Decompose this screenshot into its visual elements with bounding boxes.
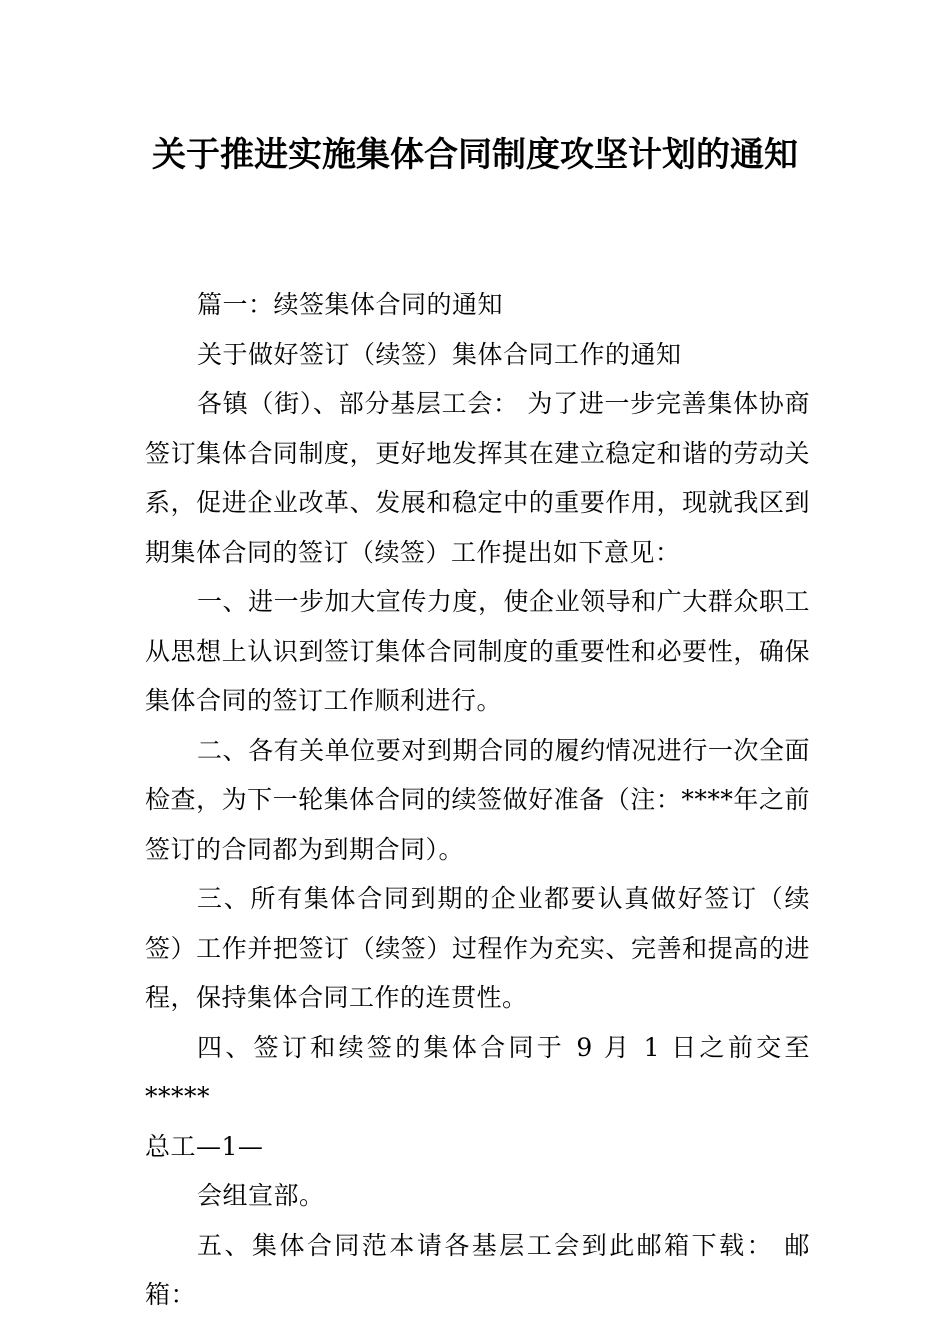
paragraph-heading: 篇一：续签集体合同的通知 <box>197 290 504 319</box>
document-title: 关于推进实施集体合同制度攻坚计划的通知 <box>152 135 798 175</box>
paragraph-item-2: 二、各有关单位要对到期合同的履约情况进行一次全面检查，为下一轮集体合同的续签做好准备（注：****年之前签订的合同都为到期合同）。 <box>145 735 810 864</box>
page-footer-fragment: 总工—1— <box>145 1131 264 1161</box>
paragraph-intro: 各镇（街）、部分基层工会： 为了进一步完善集体协商签订集体合同制度，更好地发挥其在建立稳定和谐的劳动关系，促进企业改革、发展和稳定中的重要作用，现就我区到期集体合同的签订（续签）工作提出如下意见： <box>145 389 810 567</box>
paragraph-item-1: 一、进一步加大宣传力度，使企业领导和广大群众职工从思想上认识到签订集体合同制度的重要性和必要性，确保集体合同的签订工作顺利进行。 <box>145 587 810 715</box>
document-body <box>145 280 810 1320</box>
paragraph-subtitle: 关于做好签订（续签）集体合同工作的通知 <box>197 339 682 369</box>
paragraph-item-4-continued: 会组宣部。 <box>197 1181 325 1210</box>
paragraph-item-5: 五、集体合同范本请各基层工会到此邮箱下载： 邮箱： <box>145 1230 810 1309</box>
paragraph-item-4: 四、签订和续签的集体合同于 9 月 1 日之前交至***** <box>145 1032 810 1111</box>
paragraph-item-3: 三、所有集体合同到期的企业都要认真做好签订（续签）工作并把签订（续签）过程作为充实、完善和提高的进程，保持集体合同工作的连贯性。 <box>145 884 810 1012</box>
